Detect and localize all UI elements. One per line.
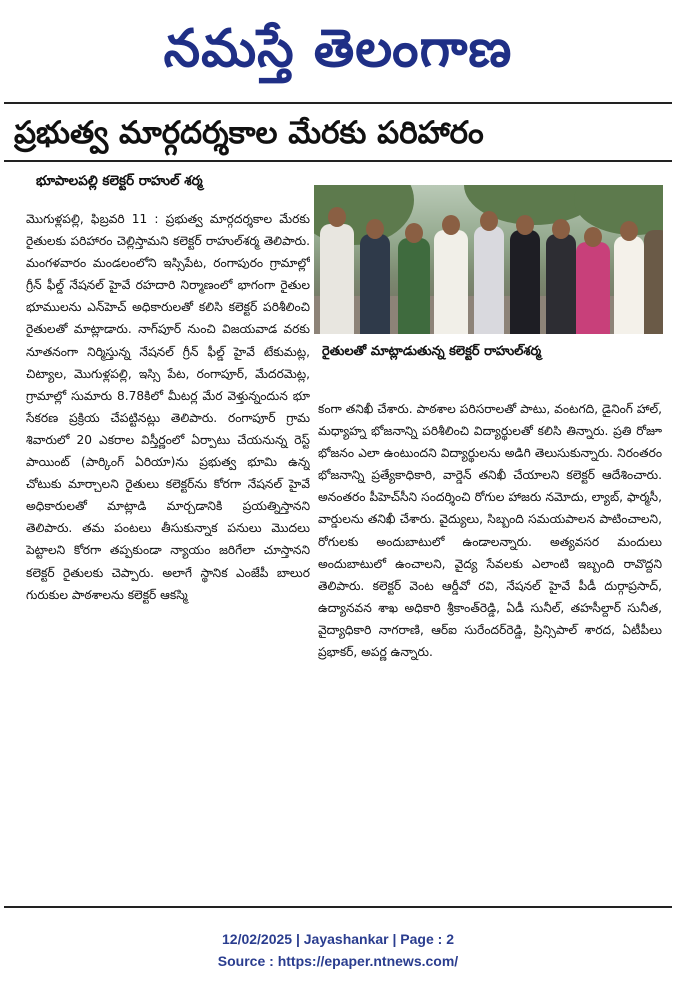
footer-divider [4, 906, 672, 908]
headline-divider [4, 160, 672, 162]
article-photo [314, 185, 663, 334]
article-body-left-text: మొగుళ్లపల్లి, ఫిబ్రవరి 11 : ప్రభుత్వ మార్గదర్శకాల మేరకు రైతులకు పరిహారం చెల్లిస్తామని కలెక్టర్ రాహుల్‌శర్మ తెలిపారు. మంగళవారం మండలంలోని ఇస్సిపేట, రంగాపురం గ్రామాల్లో గ్రీన్ ఫీల్డ్ నేషనల్ హైవే రహదారి నిర్మాణంలో భాగంగా రైతుల భూములను ఎన్‌హెచ్ అధికారులతో కలిసి కలెక్టర్ పరిశీలించి రైతులతో మాట్లాడారు. నాగ్‌పూర్ నుంచి విజయవాడ వరకు నూతనంగా నిర్మిస్తున్న నేషనల్ గ్రీన్ ఫీల్డ్ హైవే టేకుమట్ల, చిట్యాల, మొగుళ్లపల్లి, ఇస్సి పేట, రంగాపూర్, మేదరమెట్ల, గ్రామాల్లో సుమారు 8.78కిలో మీటర్ల మేర వెళ్తున్నందున భూ సేకరణ ప్రక్రియ చేపట్టినట్లు తెలిపారు. రంగాపూర్ గ్రామ శివారులో 20 ఎకరాల విస్తీర్ణంలో ఏర్పాటు చేయనున్న రెస్ట్ పాయింట్ (పార్కింగ్ ఏరియా)ను ప్రభుత్వ భూమి ఉన్న చోటుకు మార్చాలని రైతులు కలెక్టర్‌ను కోరగా నేషనల్ హైవే అధికారులతో మాట్లాడి మార్చడానికి ప్రయత్నిస్తానని తెలిపారు. తమ పంటలు తీసుకున్నాక పనులు మొదలు పెట్టాలని కోరగా తప్పకుండా న్యాయం జరిగేలా చూస్తానని కలెక్టర్ రైతులకు చెప్పారు. అలాగే స్థానిక ఎంజేపీ బాలుర గురుకుల పాఠశాలను కలెక్టర్ ఆకస్మి [26, 212, 310, 602]
footer-date-line: 12/02/2025 | Jayashankar | Page : 2 [222, 931, 454, 947]
article-body-right [318, 398, 662, 898]
footer-source-line: Source : https://epaper.ntnews.com/ [217, 953, 459, 969]
masthead-title: నమస్తే తెలంగాణ [163, 19, 513, 79]
article-byline: భూపాలపల్లి కలెక్టర్ రాహుల్ శర్మ [36, 173, 203, 189]
masthead [0, 0, 676, 102]
masthead-divider [4, 102, 672, 104]
article-body-right-text: కంగా తనిఖీ చేశారు. పాఠశాల పరిసరాలతో పాటు, వంటగది, డైనింగ్ హాల్, మధ్యాహ్న భోజనాన్ని పరిశీలించి విద్యార్థులతో కలిసి తిన్నారు. ప్రతి రోజూ భోజనం ఎలా ఉంటుందని విద్యార్థులను అడిగి తెలుసుకున్నారు. నిరంతరం భోజనాన్ని ప్రత్యేకాధికారి, వార్డెన్ తనిఖీ చేయాలని కలెక్టర్ ఆదేశించారు. అనంతరం పీహెచ్‌సీని సందర్శించి రోగుల హాజరు నమోదు, ల్యాబ్, ఫార్మసీ, వార్డులను తనిఖీ చేశారు. వైద్యులు, సిబ్బంది సమయపాలన పాటించాలని, రోగులకు అందుబాటులో ఉండాలన్నారు. అత్యవసర మందులు అందుబాటులో ఉంచాలని, వైద్య సేవలకు ఎలాంటి ఇబ్బంది రావొద్దని తెలిపారు. కలెక్టర్ వెంట ఆర్డీవో రవి, నేషనల్ హైవే పీడీ దుర్గాప్రసాద్, ఉద్యానవన శాఖ అధికారి శ్రీకాంత్‌రెడ్డి, ఏడీ సునీల్, తహసీల్దార్ సునీత, వైద్యాధికారి నాగరాణి, ఆర్ఐ సురేందర్‌రెడ్డి, ప్రిన్సిపాల్ శారద, ఏటీపీలు ప్రభాకర్, అపర్ణ ఉన్నారు. [318, 402, 662, 660]
photo-caption: రైతులతో మాట్లాడుతున్న కలెక్టర్ రాహుల్‌శర్మ [322, 344, 542, 359]
article-body-left [26, 208, 310, 898]
article-headline: ప్రభుత్వ మార్గదర్శకాల మేరకు పరిహారం [14, 115, 484, 151]
footer [0, 928, 676, 972]
